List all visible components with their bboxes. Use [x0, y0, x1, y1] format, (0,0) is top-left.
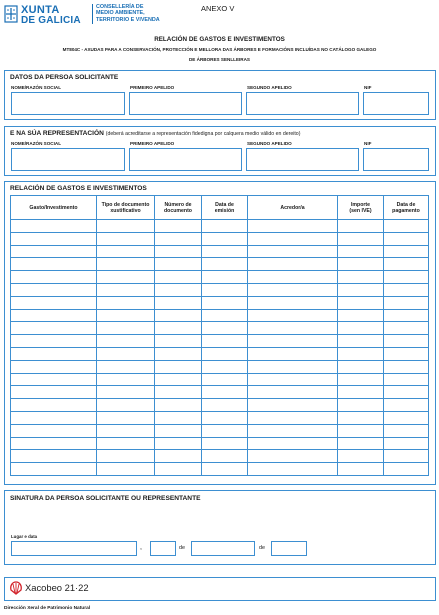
- table-cell[interactable]: [338, 373, 384, 386]
- place-date-label: Lugar e data: [11, 534, 38, 539]
- table-cell[interactable]: [248, 232, 338, 245]
- applicant-name-label: NOME/RAZÓN SOCIAL: [11, 85, 62, 90]
- table-cell[interactable]: [384, 347, 429, 360]
- table-cell[interactable]: [338, 335, 384, 348]
- table-cell[interactable]: [338, 386, 384, 399]
- table-cell[interactable]: [11, 220, 97, 233]
- table-cell[interactable]: [384, 437, 429, 450]
- table-cell[interactable]: [248, 437, 338, 450]
- table-cell[interactable]: [155, 411, 202, 424]
- applicant-surname2-label: SEGUNDO APELIDO: [247, 85, 292, 90]
- table-cell[interactable]: [155, 437, 202, 450]
- xunta-logo-line1: XUNTA: [21, 4, 60, 16]
- table-cell[interactable]: [338, 232, 384, 245]
- table-row: [11, 386, 429, 399]
- department-name: [96, 4, 160, 23]
- table-cell[interactable]: [11, 232, 97, 245]
- table-cell[interactable]: [202, 360, 248, 373]
- table-row: [11, 245, 429, 258]
- table-cell[interactable]: [248, 245, 338, 258]
- table-cell[interactable]: [338, 360, 384, 373]
- expenses-table: [10, 195, 429, 476]
- table-cell[interactable]: [155, 424, 202, 437]
- table-cell[interactable]: [11, 258, 97, 271]
- procedure-subtitle-1: MT804C - AXUDAS PARA A CONSERVACIÓN, PROTECCIÓN E MELLORA DAS ÁRBORES E FORMACIÓNS INCLUÍDAS NO CATÁLOGO GALEGO: [62, 47, 377, 52]
- table-cell[interactable]: [248, 309, 338, 322]
- de-separator-2: de: [259, 545, 265, 551]
- table-cell[interactable]: [155, 335, 202, 348]
- table-cell[interactable]: [97, 360, 155, 373]
- table-row: [11, 347, 429, 360]
- applicant-surname1-label: PRIMEIRO APELIDO: [130, 85, 175, 90]
- table-cell[interactable]: [155, 283, 202, 296]
- table-row: [11, 258, 429, 271]
- table-cell[interactable]: [11, 322, 97, 335]
- table-cell[interactable]: [248, 283, 338, 296]
- rep-surname2-label: SEGUNDO APELIDO: [247, 141, 292, 146]
- table-cell[interactable]: [97, 296, 155, 309]
- table-cell[interactable]: [202, 463, 248, 476]
- table-cell[interactable]: [384, 245, 429, 258]
- table-cell[interactable]: [155, 463, 202, 476]
- table-row: [11, 296, 429, 309]
- table-cell[interactable]: [97, 220, 155, 233]
- table-cell[interactable]: [11, 437, 97, 450]
- table-cell[interactable]: [202, 245, 248, 258]
- rep-nif-label: NIF: [364, 141, 372, 146]
- table-cell[interactable]: [155, 386, 202, 399]
- expenses-header-row: [11, 196, 429, 220]
- column-header-line: Número de: [164, 201, 192, 208]
- direction-name: Dirección Xeral de Patrimonio Natural: [4, 606, 91, 611]
- table-cell[interactable]: [248, 322, 338, 335]
- table-cell[interactable]: [338, 245, 384, 258]
- table-cell[interactable]: [248, 347, 338, 360]
- applicant-name-field[interactable]: [11, 92, 125, 115]
- table-cell[interactable]: [155, 232, 202, 245]
- table-cell[interactable]: [338, 271, 384, 284]
- table-cell[interactable]: [155, 373, 202, 386]
- applicant-nif-label: NIF: [364, 85, 372, 90]
- table-row: [11, 322, 429, 335]
- rep-name-field[interactable]: [11, 148, 125, 171]
- xunta-logo: [4, 3, 92, 27]
- xunta-emblem-icon: [4, 5, 18, 25]
- table-cell[interactable]: [11, 424, 97, 437]
- month-field[interactable]: [191, 541, 255, 556]
- table-cell[interactable]: [11, 463, 97, 476]
- column-header-line: Data de: [215, 201, 234, 208]
- table-cell[interactable]: [384, 309, 429, 322]
- table-cell[interactable]: [338, 437, 384, 450]
- table-cell[interactable]: [338, 424, 384, 437]
- table-cell[interactable]: [202, 335, 248, 348]
- table-cell[interactable]: [248, 386, 338, 399]
- table-cell[interactable]: [248, 335, 338, 348]
- table-cell[interactable]: [384, 335, 429, 348]
- column-header-line: Importe: [350, 201, 371, 208]
- table-cell[interactable]: [97, 373, 155, 386]
- table-cell[interactable]: [248, 296, 338, 309]
- expenses-column-header: [202, 196, 248, 220]
- table-cell[interactable]: [155, 309, 202, 322]
- table-cell[interactable]: [155, 271, 202, 284]
- table-cell[interactable]: [97, 232, 155, 245]
- table-cell[interactable]: [248, 220, 338, 233]
- place-field[interactable]: [11, 541, 137, 556]
- table-cell[interactable]: [11, 335, 97, 348]
- table-cell[interactable]: [248, 411, 338, 424]
- applicant-section-title: DATOS DA PERSOA SOLICITANTE: [10, 74, 119, 81]
- table-row: [11, 450, 429, 463]
- table-cell[interactable]: [97, 309, 155, 322]
- table-cell[interactable]: [384, 411, 429, 424]
- table-row: [11, 283, 429, 296]
- signature-section-title: SINATURA DA PERSOA SOLICITANTE OU REPRESENTANTE: [10, 495, 201, 502]
- column-header-line: emisión: [214, 207, 235, 214]
- column-header-line: xustificativo: [110, 207, 141, 214]
- representative-title-text: E NA SÚA REPRESENTACIÓN: [10, 130, 104, 137]
- table-cell[interactable]: [202, 283, 248, 296]
- table-cell[interactable]: [248, 373, 338, 386]
- table-cell[interactable]: [202, 450, 248, 463]
- de-separator-1: de: [179, 545, 185, 551]
- representative-section-title: [10, 130, 300, 137]
- xacobeo-shell-icon: [9, 581, 23, 595]
- procedure-subtitle-2: DE ÁRBORES SENLLEIRAS: [188, 57, 250, 62]
- table-row: [11, 360, 429, 373]
- column-header-line: documento: [164, 207, 192, 214]
- table-cell[interactable]: [97, 399, 155, 412]
- table-cell[interactable]: [202, 411, 248, 424]
- table-cell[interactable]: [11, 411, 97, 424]
- table-cell[interactable]: [384, 360, 429, 373]
- table-cell[interactable]: [155, 360, 202, 373]
- table-cell[interactable]: [155, 450, 202, 463]
- table-cell[interactable]: [202, 271, 248, 284]
- applicant-surname2-field[interactable]: [246, 92, 359, 115]
- table-cell[interactable]: [248, 399, 338, 412]
- expenses-body: [11, 220, 429, 476]
- rep-surname2-field[interactable]: [246, 148, 359, 171]
- comma-separator: ,: [140, 544, 142, 551]
- table-cell[interactable]: [384, 463, 429, 476]
- table-cell[interactable]: [97, 411, 155, 424]
- applicant-surname1-field[interactable]: [129, 92, 242, 115]
- table-cell[interactable]: [11, 283, 97, 296]
- department-line-3: TERRITORIO E VIVENDA: [96, 16, 160, 23]
- table-cell[interactable]: [338, 283, 384, 296]
- table-cell[interactable]: [97, 347, 155, 360]
- table-cell[interactable]: [97, 283, 155, 296]
- table-cell[interactable]: [384, 296, 429, 309]
- annex-label: ANEXO V: [201, 4, 235, 13]
- table-cell[interactable]: [155, 322, 202, 335]
- table-row: [11, 271, 429, 284]
- table-cell[interactable]: [155, 296, 202, 309]
- xunta-logo-line2: DE GALICIA: [21, 15, 81, 26]
- column-header-line: pagamento: [392, 207, 420, 214]
- table-cell[interactable]: [202, 322, 248, 335]
- table-cell[interactable]: [248, 271, 338, 284]
- table-cell[interactable]: [97, 322, 155, 335]
- table-cell[interactable]: [384, 450, 429, 463]
- table-row: [11, 424, 429, 437]
- table-cell[interactable]: [384, 271, 429, 284]
- table-cell[interactable]: [202, 220, 248, 233]
- expenses-column-header: [155, 196, 202, 220]
- table-cell[interactable]: [384, 283, 429, 296]
- rep-nif-field[interactable]: [363, 148, 429, 171]
- table-row: [11, 373, 429, 386]
- rep-surname1-field[interactable]: [129, 148, 242, 171]
- table-cell[interactable]: [97, 271, 155, 284]
- column-header-line: Tipo de documento: [101, 201, 150, 208]
- table-cell[interactable]: [202, 424, 248, 437]
- table-cell[interactable]: [97, 386, 155, 399]
- table-cell[interactable]: [338, 450, 384, 463]
- table-cell[interactable]: [11, 450, 97, 463]
- table-cell[interactable]: [155, 245, 202, 258]
- table-cell[interactable]: [384, 322, 429, 335]
- table-cell[interactable]: [155, 258, 202, 271]
- table-cell[interactable]: [11, 386, 97, 399]
- expenses-column-header: [97, 196, 155, 220]
- table-cell[interactable]: [202, 258, 248, 271]
- table-row: [11, 335, 429, 348]
- table-cell[interactable]: [248, 450, 338, 463]
- expenses-column-header: [338, 196, 384, 220]
- table-row: [11, 411, 429, 424]
- table-cell[interactable]: [338, 399, 384, 412]
- table-cell[interactable]: [202, 309, 248, 322]
- table-cell[interactable]: [97, 245, 155, 258]
- table-cell[interactable]: [11, 245, 97, 258]
- table-row: [11, 399, 429, 412]
- table-cell[interactable]: [97, 258, 155, 271]
- table-cell[interactable]: [97, 463, 155, 476]
- table-cell[interactable]: [97, 335, 155, 348]
- table-cell[interactable]: [155, 220, 202, 233]
- table-cell[interactable]: [97, 437, 155, 450]
- column-header-line: (sen IVE): [349, 207, 372, 214]
- xacobeo-text: Xacobeo 21·22: [25, 582, 89, 593]
- applicant-nif-field[interactable]: [363, 92, 429, 115]
- document-title: RELACIÓN DE GASTOS E INVESTIMENTOS: [154, 36, 285, 43]
- table-row: [11, 232, 429, 245]
- expenses-column-header: [384, 196, 429, 220]
- table-cell[interactable]: [11, 347, 97, 360]
- table-cell[interactable]: [202, 347, 248, 360]
- table-cell[interactable]: [384, 220, 429, 233]
- table-cell[interactable]: [384, 258, 429, 271]
- table-cell[interactable]: [202, 373, 248, 386]
- expenses-section-title: RELACIÓN DE GASTOS E INVESTIMENTOS: [10, 185, 147, 192]
- table-cell[interactable]: [202, 437, 248, 450]
- table-cell[interactable]: [155, 399, 202, 412]
- column-header-line: Acredor/a: [280, 204, 305, 211]
- table-cell[interactable]: [155, 347, 202, 360]
- column-header-line: Gasto/Investimento: [29, 204, 78, 211]
- table-cell[interactable]: [338, 296, 384, 309]
- table-cell[interactable]: [11, 399, 97, 412]
- table-cell[interactable]: [11, 309, 97, 322]
- table-cell[interactable]: [338, 347, 384, 360]
- table-cell[interactable]: [11, 271, 97, 284]
- representative-note: (deberá acreditarse a representación fidedigna por calquera medio válido en dereito): [105, 131, 301, 137]
- table-row: [11, 463, 429, 476]
- department-line-2: MEDIO AMBIENTE,: [96, 10, 145, 17]
- table-cell[interactable]: [384, 399, 429, 412]
- logo-divider: [92, 4, 93, 24]
- table-cell[interactable]: [11, 360, 97, 373]
- day-field[interactable]: [150, 541, 176, 556]
- table-row: [11, 437, 429, 450]
- rep-name-label: NOME/RAZÓN SOCIAL: [11, 141, 62, 146]
- table-row: [11, 220, 429, 233]
- table-cell[interactable]: [202, 232, 248, 245]
- table-cell[interactable]: [202, 386, 248, 399]
- year-field[interactable]: [271, 541, 307, 556]
- table-cell[interactable]: [384, 386, 429, 399]
- table-cell[interactable]: [338, 463, 384, 476]
- table-cell[interactable]: [97, 424, 155, 437]
- table-cell[interactable]: [384, 424, 429, 437]
- table-cell[interactable]: [11, 296, 97, 309]
- table-cell[interactable]: [338, 220, 384, 233]
- table-cell[interactable]: [248, 463, 338, 476]
- table-cell[interactable]: [338, 309, 384, 322]
- table-cell[interactable]: [97, 450, 155, 463]
- table-cell[interactable]: [248, 360, 338, 373]
- table-cell[interactable]: [338, 322, 384, 335]
- table-cell[interactable]: [384, 232, 429, 245]
- table-cell[interactable]: [338, 258, 384, 271]
- table-row: [11, 309, 429, 322]
- table-cell[interactable]: [11, 373, 97, 386]
- table-cell[interactable]: [202, 399, 248, 412]
- table-cell[interactable]: [384, 373, 429, 386]
- rep-surname1-label: PRIMEIRO APELIDO: [130, 141, 175, 146]
- table-cell[interactable]: [248, 258, 338, 271]
- column-header-line: Data de: [396, 201, 416, 208]
- table-cell[interactable]: [338, 411, 384, 424]
- table-cell[interactable]: [248, 424, 338, 437]
- table-cell[interactable]: [202, 296, 248, 309]
- department-line-1: CONSELLERÍA DE: [96, 4, 144, 10]
- expenses-column-header: [248, 196, 338, 220]
- expenses-column-header: [11, 196, 97, 220]
